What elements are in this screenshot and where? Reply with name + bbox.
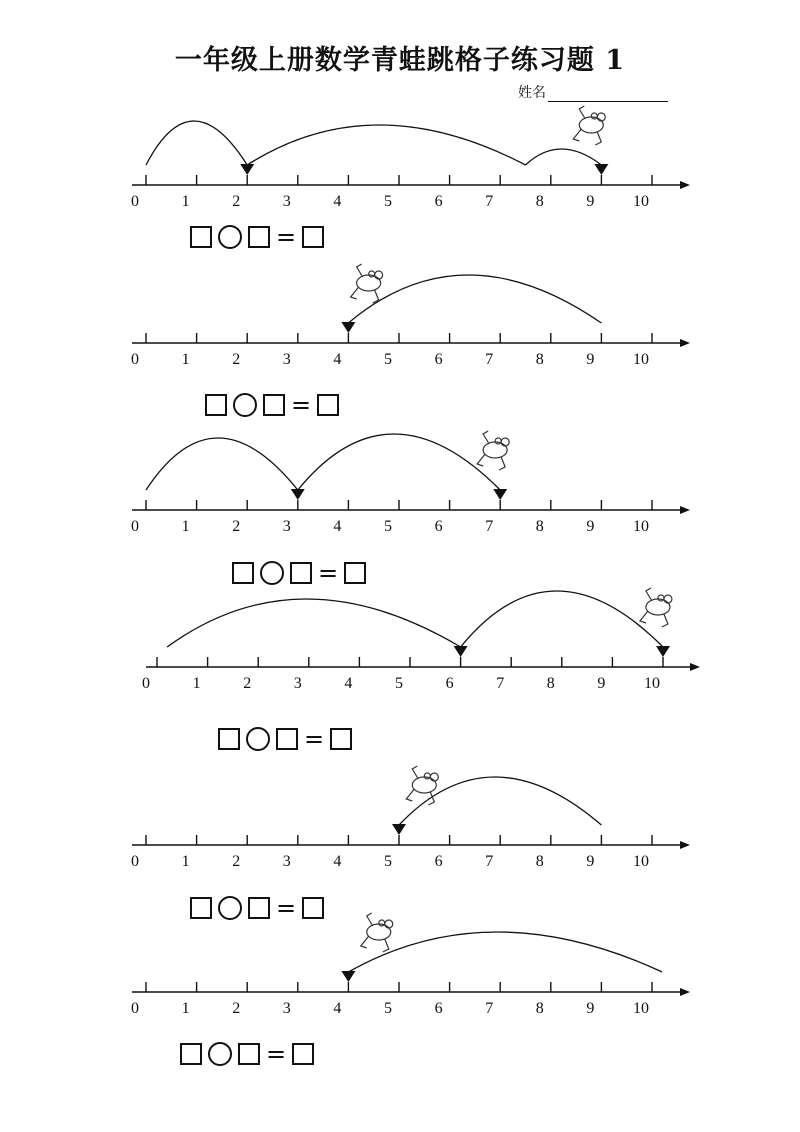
tick-label: 0 [142, 675, 150, 692]
answer-circle-operator[interactable] [260, 561, 284, 585]
landing-marker-icon [341, 322, 355, 333]
frog-icon [640, 588, 672, 627]
equals-sign: = [266, 1040, 287, 1068]
tick-label: 8 [535, 518, 544, 535]
tick-label: 1 [181, 351, 190, 368]
tick-label: 7 [485, 1000, 494, 1017]
tick-label: 2 [232, 853, 241, 870]
tick-label: 9 [586, 351, 595, 368]
tick-label: 5 [384, 518, 392, 535]
answer-box-second-number[interactable] [290, 562, 312, 584]
equals-sign: = [304, 725, 325, 753]
answer-circle-operator[interactable] [218, 225, 242, 249]
landing-marker-icon [656, 646, 670, 657]
tick-label: 4 [333, 518, 342, 535]
answer-box-first-number[interactable] [190, 897, 212, 919]
answer-box-result[interactable] [302, 897, 324, 919]
tick-label: 10 [633, 193, 649, 210]
tick-label: 7 [496, 675, 505, 692]
tick-label: 4 [344, 675, 353, 692]
answer-box-first-number[interactable] [205, 394, 227, 416]
tick-label: 2 [232, 193, 241, 210]
tick-label: 9 [586, 853, 595, 870]
landing-marker-icon [594, 164, 608, 175]
tick-label: 4 [333, 853, 342, 870]
tick-label: 5 [384, 853, 392, 870]
axis-arrow-icon [690, 663, 700, 671]
tick-label: 6 [434, 193, 443, 210]
tick-label: 8 [535, 351, 544, 368]
tick-label: 1 [192, 675, 201, 692]
answer-box-first-number[interactable] [190, 226, 212, 248]
answer-box-result[interactable] [292, 1043, 314, 1065]
axis-arrow-icon [680, 181, 690, 189]
tick-label: 0 [131, 193, 139, 210]
tick-label: 3 [282, 853, 291, 870]
tick-label: 4 [333, 1000, 342, 1017]
jump-arc [348, 932, 662, 972]
answer-circle-operator[interactable] [218, 896, 242, 920]
answer-box-first-number[interactable] [218, 728, 240, 750]
tick-label: 3 [282, 351, 291, 368]
landing-marker-icon [392, 824, 406, 835]
tick-label: 7 [485, 853, 494, 870]
axis-arrow-icon [680, 506, 690, 514]
tick-label: 9 [586, 193, 595, 210]
tick-label: 10 [633, 518, 649, 535]
landing-marker-icon [454, 646, 468, 657]
equation-template [180, 1042, 314, 1066]
equation-template [205, 393, 339, 417]
axis-arrow-icon [680, 841, 690, 849]
answer-box-second-number[interactable] [276, 728, 298, 750]
frog-icon [361, 913, 393, 952]
tick-label: 9 [597, 675, 606, 692]
worksheet-title: 一年级上册数学青蛙跳格子练习题 1 [174, 45, 626, 76]
jump-arc [146, 438, 298, 490]
landing-marker-icon [291, 489, 305, 500]
tick-label: 4 [333, 193, 342, 210]
jump-arc [461, 591, 663, 647]
tick-label: 5 [384, 1000, 392, 1017]
tick-label: 3 [282, 518, 291, 535]
answer-box-second-number[interactable] [248, 897, 270, 919]
tick-label: 3 [293, 675, 302, 692]
equals-sign: = [291, 391, 312, 419]
equation-template [190, 896, 324, 920]
tick-label: 2 [232, 518, 241, 535]
tick-label: 2 [232, 351, 241, 368]
frog-icon [477, 431, 509, 470]
tick-label: 7 [485, 518, 494, 535]
name-label: 姓名 [518, 85, 546, 101]
tick-label: 1 [181, 853, 190, 870]
answer-box-first-number[interactable] [232, 562, 254, 584]
equation-template [190, 225, 324, 249]
tick-label: 4 [333, 351, 342, 368]
landing-marker-icon [341, 971, 355, 982]
tick-label: 0 [131, 853, 139, 870]
tick-label: 8 [546, 675, 555, 692]
answer-box-result[interactable] [344, 562, 366, 584]
tick-label: 5 [384, 351, 392, 368]
landing-marker-icon [240, 164, 254, 175]
tick-label: 8 [535, 193, 544, 210]
answer-box-result[interactable] [302, 226, 324, 248]
jump-arc [146, 121, 247, 165]
answer-circle-operator[interactable] [233, 393, 257, 417]
equation-template [232, 561, 366, 585]
tick-label: 7 [485, 351, 494, 368]
tick-label: 1 [181, 193, 190, 210]
tick-label: 6 [445, 675, 454, 692]
tick-label: 1 [181, 518, 190, 535]
jump-arc [298, 434, 500, 490]
answer-box-second-number[interactable] [263, 394, 285, 416]
tick-label: 3 [282, 1000, 291, 1017]
tick-label: 0 [131, 1000, 139, 1017]
tick-label: 10 [633, 853, 649, 870]
axis-arrow-icon [680, 339, 690, 347]
tick-label: 2 [243, 675, 252, 692]
answer-box-first-number[interactable] [180, 1043, 202, 1065]
frog-icon [573, 106, 605, 145]
jump-arc [247, 125, 525, 165]
answer-box-second-number[interactable] [238, 1043, 260, 1065]
tick-label: 8 [535, 853, 544, 870]
jump-arc [348, 275, 601, 323]
landing-marker-icon [493, 489, 507, 500]
axis-arrow-icon [680, 988, 690, 996]
tick-label: 8 [535, 1000, 544, 1017]
tick-label: 10 [633, 351, 649, 368]
tick-label: 10 [644, 675, 660, 692]
tick-label: 5 [395, 675, 403, 692]
tick-label: 2 [232, 1000, 241, 1017]
tick-label: 7 [485, 193, 494, 210]
tick-label: 3 [282, 193, 291, 210]
jump-arc [526, 149, 602, 165]
answer-box-result[interactable] [330, 728, 352, 750]
tick-label: 5 [384, 193, 392, 210]
jump-arc [399, 777, 601, 825]
tick-label: 0 [131, 351, 139, 368]
answer-circle-operator[interactable] [246, 727, 270, 751]
tick-label: 10 [633, 1000, 649, 1017]
jump-arc [167, 599, 460, 647]
tick-label: 6 [434, 853, 443, 870]
frog-icon [351, 264, 383, 303]
tick-label: 9 [586, 518, 595, 535]
answer-box-second-number[interactable] [248, 226, 270, 248]
answer-circle-operator[interactable] [208, 1042, 232, 1066]
tick-label: 9 [586, 1000, 595, 1017]
tick-label: 6 [434, 351, 443, 368]
equals-sign: = [276, 223, 297, 251]
tick-label: 0 [131, 518, 139, 535]
equation-template [218, 727, 352, 751]
tick-label: 1 [181, 1000, 190, 1017]
tick-label: 6 [434, 518, 443, 535]
equals-sign: = [276, 894, 297, 922]
tick-label: 6 [434, 1000, 443, 1017]
answer-box-result[interactable] [317, 394, 339, 416]
equals-sign: = [318, 559, 339, 587]
frog-icon [406, 766, 438, 805]
